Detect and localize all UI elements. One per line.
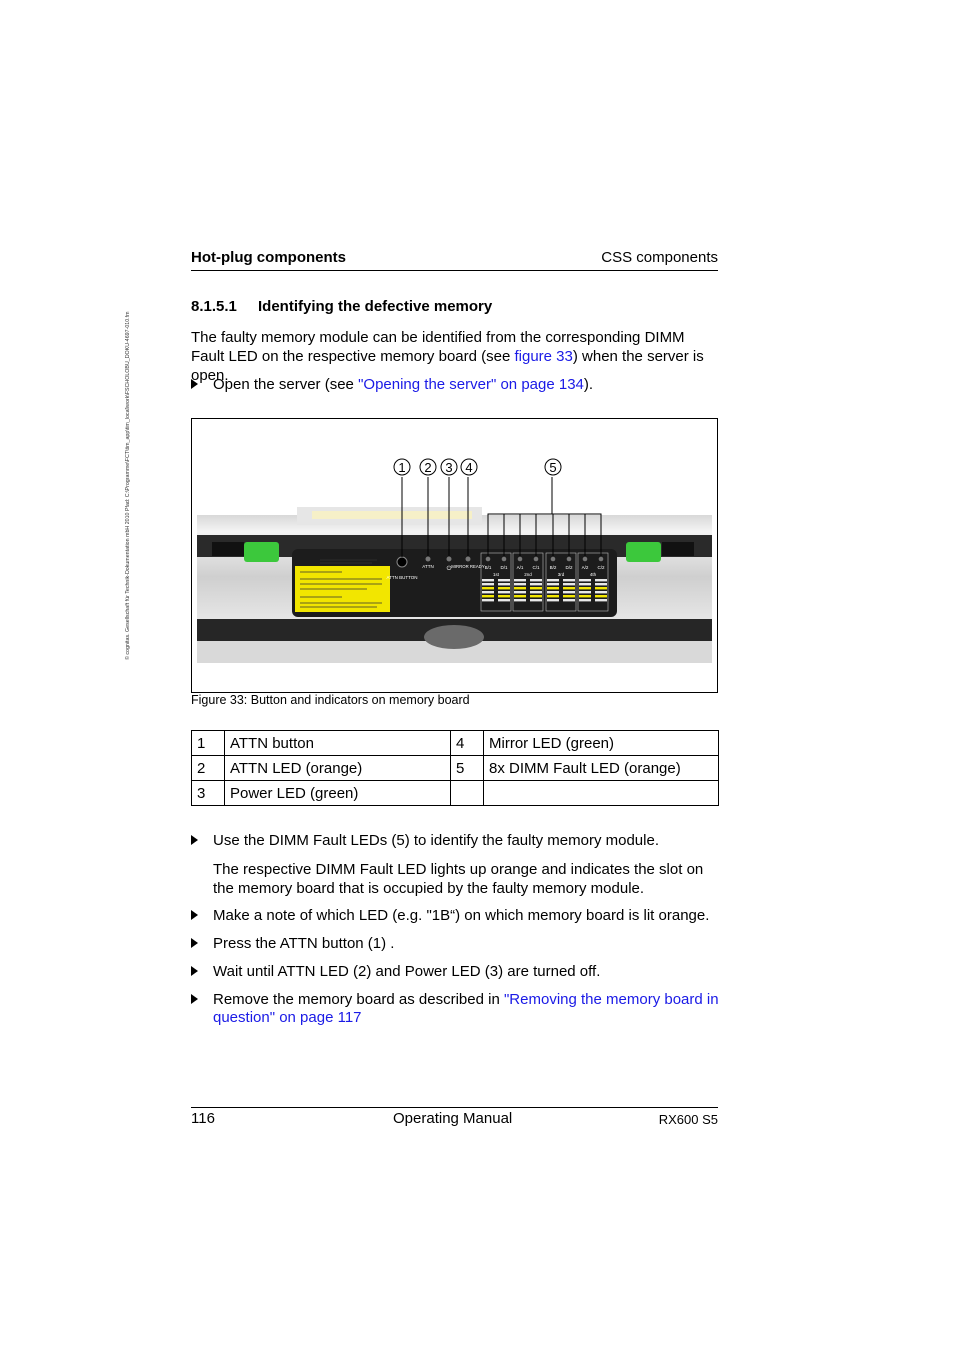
dimm-fault-led — [486, 557, 491, 562]
dimm-slot-bar — [547, 587, 559, 589]
power-led — [447, 557, 452, 562]
dimm-slot-bar — [547, 599, 559, 601]
mirror-label: MIRROR READY — [451, 564, 485, 569]
slot-label: D/2 — [565, 565, 573, 570]
legend-cell-n1: 2 — [192, 756, 225, 781]
bullet-arrow-icon — [191, 379, 198, 389]
legend-cell-n1: 1 — [192, 731, 225, 756]
dimm-slot-bar — [530, 595, 542, 597]
legend-cell-d2: 8x DIMM Fault LED (orange) — [484, 756, 719, 781]
attn-button — [397, 557, 407, 567]
dimm-slot-bar — [595, 583, 607, 585]
legend-cell-d2: Mirror LED (green) — [484, 731, 719, 756]
callout-2-text: 2 — [424, 460, 432, 475]
left-latch — [244, 542, 279, 562]
dimm-fault-led — [551, 557, 556, 562]
dimm-slot-bar — [530, 583, 542, 585]
dimm-slot-bar — [530, 599, 542, 601]
dimm-slot-bar — [498, 595, 510, 597]
memory-board-illustration — [192, 419, 717, 692]
step-use-leds: Use the DIMM Fault LEDs (5) to identify the faulty memory module. — [191, 832, 721, 850]
bullet-arrow-icon — [191, 994, 198, 1004]
footer-manual-title: Operating Manual — [393, 1110, 513, 1127]
attn-label: ATTN — [422, 564, 434, 569]
dimm-slot-bar — [514, 599, 526, 601]
slot-label: D/1 — [500, 565, 508, 570]
legend-cell-n1: 3 — [192, 781, 225, 806]
mirror-led — [466, 557, 471, 562]
step-open-server: Open the server (see "Opening the server" on page 134). — [191, 376, 721, 394]
dimm-slot-bar — [482, 591, 494, 593]
bullet-arrow-icon — [191, 910, 198, 920]
dimm-slot-bar — [498, 599, 510, 601]
dimm-slot-bar — [530, 587, 542, 589]
slot-label: B/2 — [549, 565, 557, 570]
section-heading — [191, 298, 492, 315]
legend-cell-n2: 5 — [451, 756, 484, 781]
dimm-slot-bar — [579, 599, 591, 601]
dimm-slot-bar — [514, 591, 526, 593]
slot-label: C/2 — [597, 565, 605, 570]
dimm-slot-bar — [595, 591, 607, 593]
dimm-slot-bar — [547, 579, 559, 581]
dimm-slot-bar — [482, 599, 494, 601]
dimm-slot-bar — [595, 579, 607, 581]
bullet-arrow-icon — [191, 835, 198, 845]
footer-rule — [191, 1107, 718, 1108]
power-symbol-icon: ⏻ — [446, 565, 452, 572]
dimm-slot-bar — [579, 579, 591, 581]
dimm-slot-bar — [482, 595, 494, 597]
legend-cell-d1: ATTN button — [225, 731, 451, 756]
step-wait-leds-off: Wait until ATTN LED (2) and Power LED (3) are turned off. — [191, 963, 721, 981]
legend-table — [191, 730, 719, 806]
dimm-slot-bar — [482, 587, 494, 589]
dimm-fault-led — [502, 557, 507, 562]
dimm-slot-bar — [482, 583, 494, 585]
dimm-slot-bar — [563, 587, 575, 589]
dimm-slot-bar — [563, 583, 575, 585]
step-use-leds-note: The respective DIMM Fault LED lights up orange and indicates the slot on the memory board that is occupied by the faulty memory module. — [213, 861, 704, 897]
header-rule — [191, 270, 718, 271]
dimm-slot-bar — [530, 591, 542, 593]
figure-memory-board — [191, 418, 718, 693]
dimm-slot-bar — [547, 583, 559, 585]
figure-33-link[interactable]: figure 33 — [514, 348, 573, 365]
callout-3-text: 3 — [445, 460, 453, 475]
dimm-slot-bar — [547, 591, 559, 593]
callout-1-text: 1 — [398, 460, 406, 475]
group-label: 1st — [492, 572, 500, 577]
legend-row — [192, 756, 719, 781]
dimm-slot-bar — [498, 591, 510, 593]
legend-cell-n2: 4 — [451, 731, 484, 756]
group-label: 2nd — [524, 572, 532, 577]
dimm-slot-bar — [514, 595, 526, 597]
bullet-arrow-icon — [191, 966, 198, 976]
dimm-slot-bar — [563, 599, 575, 601]
figure-caption: Figure 33: Button and indicators on memory board — [191, 693, 470, 707]
dimm-slot-bar — [498, 579, 510, 581]
slot-label: B/1 — [484, 565, 492, 570]
opening-server-link[interactable]: "Opening the server" on page 134 — [358, 376, 584, 393]
callout-4-text: 4 — [465, 460, 473, 475]
dimm-slot-bar — [579, 595, 591, 597]
legend-row — [192, 781, 719, 806]
right-latch — [626, 542, 661, 562]
dimm-fault-led — [567, 557, 572, 562]
legend-cell-d1: Power LED (green) — [225, 781, 451, 806]
dimm-slot-bar — [547, 595, 559, 597]
attn-button-label: ATTN BUTTON — [386, 575, 418, 580]
step-note-led: Make a note of which LED (e.g. "1B“) on which memory board is lit orange. — [191, 907, 721, 925]
dimm-slot-bar — [579, 587, 591, 589]
dimm-fault-led — [518, 557, 523, 562]
dimm-slot-bar — [595, 599, 607, 601]
sidebar-path-text: © cognitas. Gesellschaft für Technik-Dokumentation mbH 2010 Pfad: C:\Programme\FCT\tim_app\tim_local\work\FSCHOLOBU_DOKU-4697-010.fm — [125, 311, 131, 660]
callout-5-text: 5 — [549, 460, 557, 475]
step-press-attn: Press the ATTN button (1) . — [191, 935, 721, 953]
slot-label: A/2 — [581, 565, 589, 570]
attn-led — [426, 557, 431, 562]
dimm-slot-bar — [498, 587, 510, 589]
legend-row — [192, 731, 719, 756]
dimm-slot-bar — [579, 583, 591, 585]
dimm-slot-bar — [579, 591, 591, 593]
bullet-arrow-icon — [191, 938, 198, 948]
dimm-slot-bar — [498, 583, 510, 585]
dimm-slot-bar — [514, 579, 526, 581]
page-number: 116 — [191, 1110, 215, 1127]
dimm-slot-bar — [514, 583, 526, 585]
intro-paragraph: The faulty memory module can be identified from the corresponding DIMM Fault LED on the respective memory board (see figure 33) when the server is open. — [191, 329, 704, 384]
dimm-fault-led — [534, 557, 539, 562]
footer-product: RX600 S5 — [658, 1112, 718, 1127]
dimm-slot-bar — [482, 579, 494, 581]
removing-board-link[interactable]: "Removing the memory board in question" on page 117 — [213, 991, 719, 1026]
dimm-slot-bar — [563, 595, 575, 597]
header-section: CSS components — [601, 249, 718, 266]
dimm-slot-bar — [514, 587, 526, 589]
dimm-slot-bar — [563, 579, 575, 581]
section-title: Identifying the defective memory — [258, 298, 493, 315]
legend-cell-d2 — [484, 781, 719, 806]
dimm-slot-bar — [530, 579, 542, 581]
group-label: 3rd — [557, 572, 565, 577]
dimm-fault-led — [583, 557, 588, 562]
dimm-fault-led — [599, 557, 604, 562]
step-remove-board: Remove the memory board as described in "Removing the memory board in question" on page 117 — [191, 991, 721, 1027]
dimm-slot-bar — [595, 595, 607, 597]
group-label: 4th — [589, 572, 597, 577]
section-number: 8.1.5.1 — [191, 298, 237, 315]
legend-cell-d1: ATTN LED (orange) — [225, 756, 451, 781]
dimm-slot-bar — [595, 587, 607, 589]
header-chapter: Hot-plug components — [191, 249, 346, 266]
legend-cell-n2 — [451, 781, 484, 806]
dimm-slot-bar — [563, 591, 575, 593]
slot-label: C/1 — [532, 565, 540, 570]
slot-label: A/1 — [516, 565, 524, 570]
